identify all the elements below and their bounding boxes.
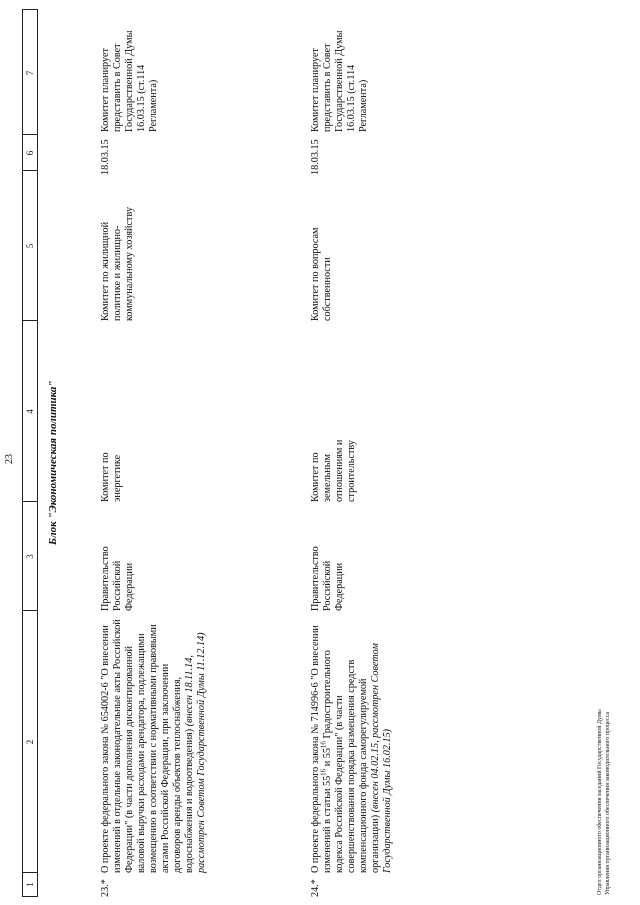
column-header-6: 6 <box>23 134 37 171</box>
footer-line: Отдел организационного обеспечения заседаний Государственной Думы <box>597 709 603 895</box>
block-title: Блок "Экономическая политика" <box>47 380 59 545</box>
date: 18.03.15 <box>100 139 111 175</box>
row-number: 24.* <box>310 879 321 897</box>
footer-line: Управления организационного обеспечения законодательного процесса <box>604 711 611 895</box>
column-header-3: 3 <box>23 501 37 611</box>
column-header-4: 4 <box>23 320 37 502</box>
lead-committee: Комитет по энергетике <box>100 452 123 502</box>
column-header-7: 7 <box>25 70 35 76</box>
bill-title: О проекте федерального закона № 654002-6 <box>100 682 111 873</box>
bill-detail: (в части совершенствования порядка размещения средств компенсационного фонда саморегулируемой организации) <box>334 659 381 873</box>
column-header-5: 5 <box>23 170 37 321</box>
page-number: 23 <box>4 454 15 464</box>
bill-quote: "О внесении изменений в статьи $55^{16}$ и $55^{16}$ Градостроительного кодекса Российской Федерации" <box>310 625 345 873</box>
bill-description <box>100 618 208 873</box>
column-header-1: 1 <box>23 872 37 896</box>
bill-title: О проекте федерального закона № 714996-6 <box>310 682 321 873</box>
co-committee: Комитет по вопросам собственности <box>310 227 333 321</box>
table-header <box>22 9 38 897</box>
bill-author: Правительство Российской Федерации <box>310 546 345 611</box>
remark: Комитет планирует представить в Совет Государственной Думы 16.03.15 (ст.114 Регламента) <box>100 30 159 132</box>
footer <box>597 709 612 895</box>
row-number: 23.* <box>100 879 111 897</box>
co-committee: Комитет по жилищной политике и жилищно-коммунальному хозяйству <box>100 206 135 321</box>
column-header-2: 2 <box>23 610 37 873</box>
bill-note: (внесен 04.02.15, рассмотрен Советом Государственной Думы 16.02.15) <box>370 643 393 873</box>
bill-detail: (в части дополнения дисконтированной валовой выручки расходами арендатора, подлежащими возмещению в соответствии с нормативными правовыми актами Российской Федерации, при заключении договоров аренды объектов теплоснабжения, водоснабжения и водоотведения) <box>124 624 195 873</box>
bill-author: Правительство Российской Федерации <box>100 546 135 611</box>
remark: Комитет планирует представить в Совет Государственной Думы 16.03.15 (ст.114 Регламента) <box>310 30 369 132</box>
date: 18.03.15 <box>310 139 321 175</box>
lead-committee: Комитет по земельным отношениям и строительству <box>310 439 357 502</box>
bill-quote: "О внесении изменений в отдельные законодательные акты Российской Федерации" <box>100 619 135 873</box>
bill-note: (внесен 18.11.14, рассмотрен Советом Государственной Думы 11.12.14) <box>184 632 207 873</box>
bill-description <box>310 618 394 873</box>
